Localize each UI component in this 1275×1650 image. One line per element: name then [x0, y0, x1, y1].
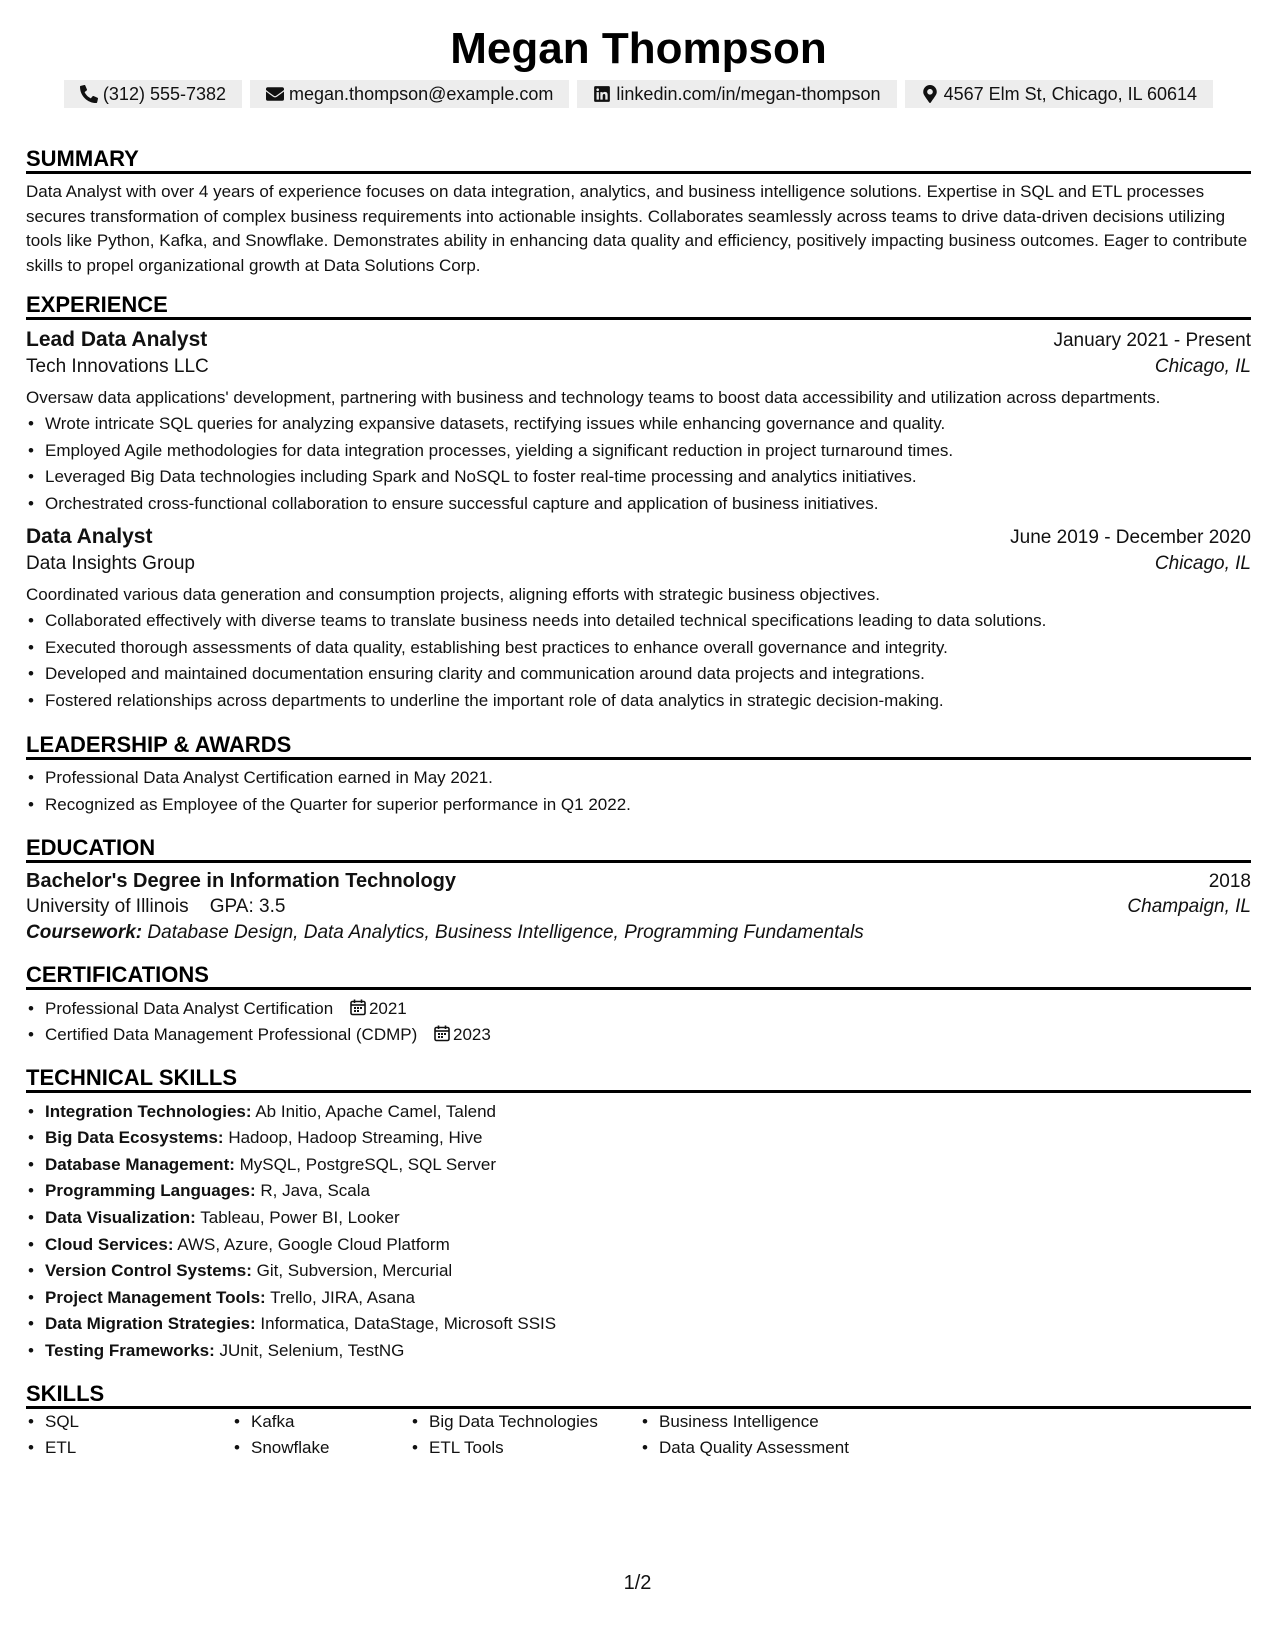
contact-phone	[64, 80, 242, 108]
coursework-label: Coursework:	[26, 921, 143, 943]
cert-year: 2023	[453, 1025, 491, 1045]
list-item: • Developed and maintained documentation ensuring clarity and communication around data projects and integrations.	[26, 661, 1251, 688]
skill-category: Version Control Systems:	[45, 1261, 252, 1281]
skill-category: Cloud Services:	[45, 1234, 174, 1254]
school-name: University of Illinois	[26, 895, 189, 917]
contact-linkedin[interactable]	[577, 80, 896, 108]
list-item	[26, 1205, 1251, 1232]
skills-grid	[26, 1409, 1251, 1462]
section-title: TECHNICAL SKILLS	[26, 1063, 1251, 1093]
education-org	[26, 896, 1251, 918]
section-title: CERTIFICATIONS	[26, 960, 1251, 990]
coursework-list: Database Design, Data Analytics, Business Intelligence, Programming Fundamentals	[147, 921, 864, 943]
skill-category: Data Visualization:	[45, 1208, 196, 1228]
coursework	[26, 922, 1251, 944]
skill-values: Hadoop, Hadoop Streaming, Hive	[228, 1128, 483, 1148]
job-bullets	[26, 608, 1251, 714]
list-item	[26, 1285, 1251, 1312]
list-item	[26, 1022, 1251, 1049]
skill-item: • Kafka	[232, 1409, 410, 1436]
job-dates: June 2019 - December 2020	[1010, 527, 1251, 549]
skill-item: • ETL	[26, 1435, 232, 1462]
gpa: GPA: 3.5	[209, 895, 286, 917]
technical-skills-section	[26, 1063, 1251, 1365]
cert-name: Professional Data Analyst Certification	[45, 998, 334, 1018]
experience-section	[26, 290, 1251, 714]
skill-values: R, Java, Scala	[260, 1181, 370, 1201]
list-item	[26, 1258, 1251, 1285]
job-description: Coordinated various data generation and consumption projects, aligning efforts with strategic business objectives.	[26, 585, 880, 605]
skill-category: Big Data Ecosystems:	[45, 1128, 224, 1148]
skill-item: • Data Quality Assessment	[640, 1435, 900, 1462]
calendar-icon	[350, 999, 366, 1016]
technical-skills-list	[26, 1099, 1251, 1365]
company-name: Tech Innovations LLC	[26, 356, 209, 378]
list-item	[26, 1311, 1251, 1338]
school-location: Champaign, IL	[1127, 895, 1251, 917]
job-header	[26, 525, 1251, 549]
candidate-name: Megan Thompson	[450, 24, 827, 73]
list-item: • Wrote intricate SQL queries for analyzing expansive datasets, rectifying issues while enhancing governance and quality.	[26, 411, 1251, 438]
list-item: • Professional Data Analyst Certification earned in May 2021.	[26, 765, 1251, 792]
job-org	[26, 356, 1251, 378]
summary-text: Data Analyst with over 4 years of experience focuses on data integration, analytics, and business intelligence solutions. Expertise in SQL and ETL processes secures transformation of complex business requirements into actionable insights. Collaborates seamlessly across teams to drive data-driven decisions utilizing tools like Python, Kafka, and Snowflake. Demonstrates ability in enhancing data quality and efficiency, positively impacting business outcomes. Eager to contribute skills to propel organizational growth at Data Solutions Corp.	[26, 182, 1248, 275]
job-entry	[26, 328, 1251, 517]
page-number: 1/2	[623, 1572, 652, 1594]
list-item: • Recognized as Employee of the Quarter for superior performance in Q1 2022.	[26, 792, 1251, 819]
section-title: SKILLS	[26, 1379, 1251, 1409]
job-org	[26, 553, 1251, 575]
skill-category: Database Management:	[45, 1154, 235, 1174]
list-item: • Executed thorough assessments of data quality, establishing best practices to enhance overall governance and integrity.	[26, 635, 1251, 662]
skill-values: AWS, Azure, Google Cloud Platform	[177, 1234, 450, 1254]
skill-item: • Snowflake	[232, 1435, 410, 1462]
job-location: Chicago, IL	[1154, 356, 1251, 378]
job-description: Oversaw data applications' development, partnering with business and technology teams to boost data accessibility and utilization across departments.	[26, 388, 1161, 408]
skill-category: Programming Languages:	[45, 1181, 256, 1201]
resume-page	[26, 20, 1251, 1462]
skill-category: Integration Technologies:	[45, 1101, 252, 1121]
list-item	[26, 1099, 1251, 1126]
skill-category: Testing Frameworks:	[45, 1341, 215, 1361]
section-title: EDUCATION	[26, 833, 1251, 863]
map-marker-icon	[921, 85, 939, 103]
email-text: megan.thompson@example.com	[289, 84, 554, 104]
company-name: Data Insights Group	[26, 553, 195, 575]
school-info	[26, 896, 285, 918]
section-title: EXPERIENCE	[26, 290, 1251, 320]
skill-item: • Business Intelligence	[640, 1409, 900, 1436]
section-title: SUMMARY	[26, 144, 1251, 174]
list-item: • Collaborated effectively with diverse teams to translate business needs into detailed technical specifications leading to data solutions.	[26, 608, 1251, 635]
list-item	[26, 1125, 1251, 1152]
job-dates: January 2021 - Present	[1053, 330, 1251, 352]
cert-year: 2021	[368, 998, 407, 1018]
list-item	[26, 1232, 1251, 1259]
education-header	[26, 870, 1251, 893]
skill-values: Git, Subversion, Mercurial	[256, 1261, 453, 1281]
graduation-year: 2018	[1208, 870, 1251, 892]
list-item: • Orchestrated cross-functional collaboration to ensure successful capture and application of business initiatives.	[26, 491, 1251, 518]
job-title: Data Analyst	[26, 525, 153, 549]
contact-email[interactable]	[250, 80, 569, 108]
section-title: LEADERSHIP & AWARDS	[26, 730, 1251, 760]
leadership-list	[26, 765, 1251, 818]
degree-name: Bachelor's Degree in Information Technology	[26, 869, 457, 892]
job-title: Lead Data Analyst	[26, 328, 208, 352]
skill-values: Informatica, DataStage, Microsoft SSIS	[260, 1314, 557, 1334]
skills-section	[26, 1379, 1251, 1462]
skill-category: Data Migration Strategies:	[45, 1314, 256, 1334]
calendar-icon	[434, 1025, 450, 1042]
skill-values: JUnit, Selenium, TestNG	[219, 1341, 405, 1361]
linkedin-text: linkedin.com/in/megan-thompson	[616, 84, 881, 104]
list-item	[26, 1178, 1251, 1205]
skill-category: Project Management Tools:	[45, 1287, 266, 1307]
contact-address	[905, 80, 1214, 108]
skill-values: MySQL, PostgreSQL, SQL Server	[239, 1154, 496, 1174]
skill-item: • SQL	[26, 1409, 232, 1436]
linkedin-icon	[593, 85, 611, 103]
phone-text: (312) 555-7382	[102, 84, 227, 104]
skill-values: Tableau, Power BI, Looker	[200, 1208, 400, 1228]
skill-item: • ETL Tools	[410, 1435, 640, 1462]
skill-values: Trello, JIRA, Asana	[270, 1287, 416, 1307]
summary-section	[26, 144, 1251, 278]
certifications-section	[26, 960, 1251, 1049]
address-text: 4567 Elm St, Chicago, IL 60614	[943, 84, 1198, 104]
list-item: • Fostered relationships across departments to underline the important role of data analytics in strategic decision-making.	[26, 688, 1251, 715]
contact-bar	[26, 80, 1251, 108]
job-header	[26, 328, 1251, 352]
job-bullets	[26, 411, 1251, 517]
education-section	[26, 833, 1251, 944]
certifications-list	[26, 996, 1251, 1049]
job-location: Chicago, IL	[1154, 553, 1251, 575]
leadership-section	[26, 730, 1251, 818]
skill-item: • Big Data Technologies	[410, 1409, 640, 1436]
list-item	[26, 1152, 1251, 1179]
list-item: • Employed Agile methodologies for data integration processes, yielding a significant reduction in project turnaround times.	[26, 438, 1251, 465]
list-item	[26, 1338, 1251, 1365]
cert-name: Certified Data Management Professional (CDMP)	[45, 1025, 418, 1045]
list-item	[26, 996, 1251, 1023]
list-item: • Leveraged Big Data technologies including Spark and NoSQL to foster real-time processing and analytics initiatives.	[26, 464, 1251, 491]
skill-values: Ab Initio, Apache Camel, Talend	[255, 1101, 497, 1121]
envelope-icon	[266, 85, 284, 103]
phone-icon	[80, 85, 98, 103]
job-entry	[26, 525, 1251, 714]
